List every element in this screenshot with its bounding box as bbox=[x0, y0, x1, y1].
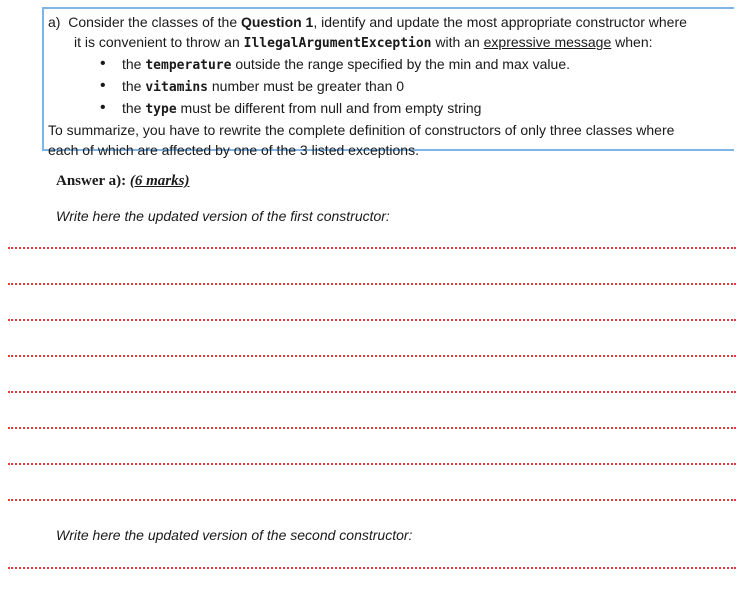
condition-item: • the temperature outside the range specified by the min and max value. bbox=[48, 54, 738, 76]
condition-item: • the vitamins number must be greater than 0 bbox=[48, 76, 738, 98]
prompt-second-constructor: Write here the updated version of the second constructor: bbox=[56, 527, 413, 543]
answer-heading: Answer a): (6 marks) bbox=[56, 173, 190, 189]
summary-line-1: To summarize, you have to rewrite the complete definition of constructors of only three classes where bbox=[48, 122, 675, 138]
answer-line[interactable] bbox=[8, 355, 736, 357]
question-line-2: it is convenient to throw an IllegalArgumentException with an expressive message when: bbox=[74, 34, 653, 51]
answer-line[interactable] bbox=[8, 427, 736, 429]
condition-list bbox=[48, 54, 738, 120]
prompt-first-constructor: Write here the updated version of the first constructor: bbox=[56, 208, 390, 224]
answer-line[interactable] bbox=[8, 391, 736, 393]
marks-label: (6 marks) bbox=[129, 173, 190, 189]
question-label: a) bbox=[48, 14, 61, 30]
question-line-1: a) Consider the classes of the Question 1, identify and update the most appropriate constructor where bbox=[48, 14, 687, 30]
question-text bbox=[48, 12, 738, 160]
answer-line[interactable] bbox=[8, 499, 736, 501]
answer-line[interactable] bbox=[8, 463, 736, 465]
condition-item: • the type must be different from null and from empty string bbox=[48, 98, 738, 120]
summary-line-2: each of which are affected by one of the 3 listed exceptions. bbox=[48, 142, 419, 158]
answer-line[interactable] bbox=[8, 567, 736, 569]
answer-line[interactable] bbox=[8, 283, 736, 285]
answer-line[interactable] bbox=[8, 319, 736, 321]
answer-line[interactable] bbox=[8, 247, 736, 249]
